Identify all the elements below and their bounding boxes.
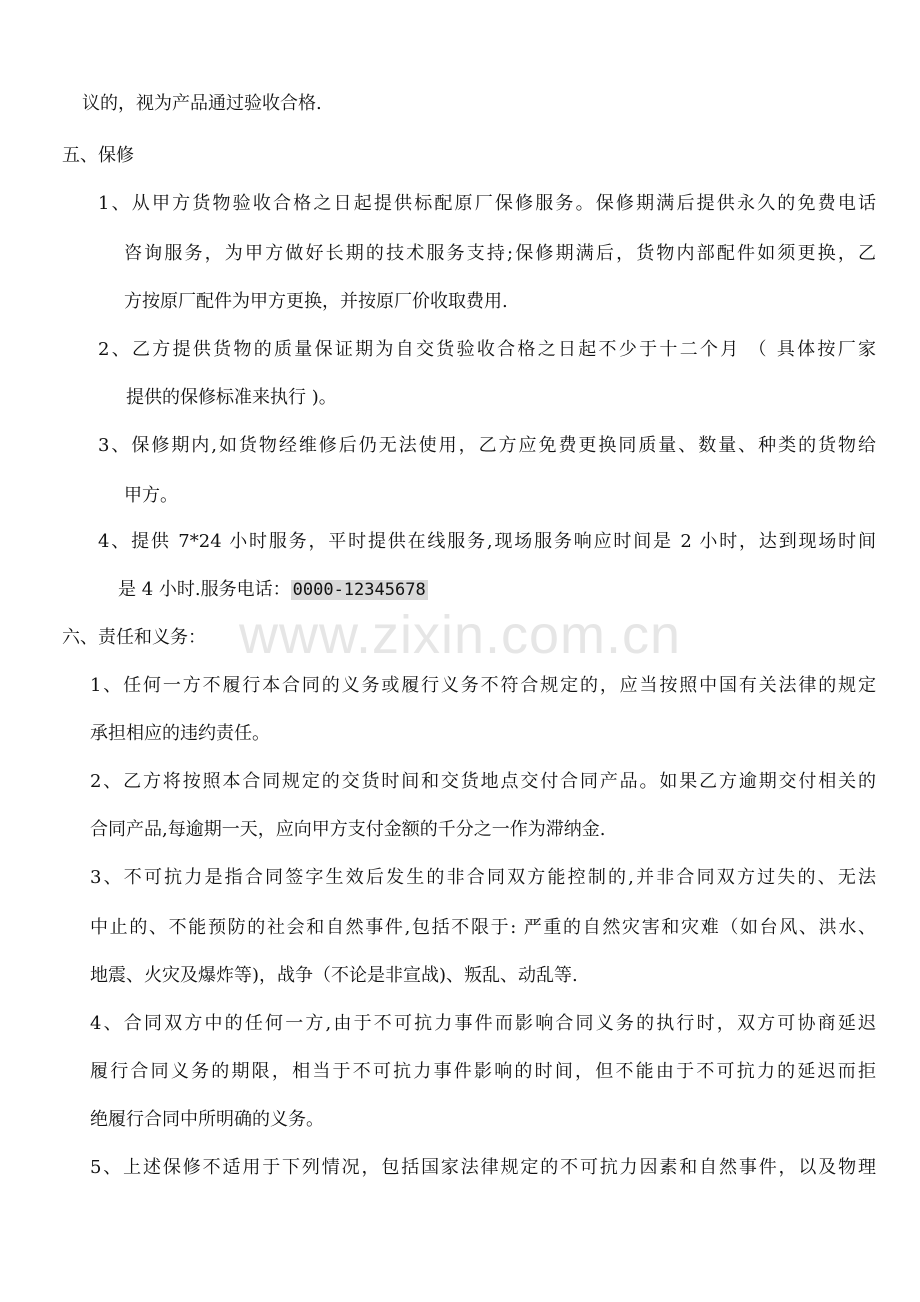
text-line: 方按原厂配件为甲方更换，并按原厂价收取费用.: [124, 291, 508, 312]
text-line: 咨询服务，为甲方做好长期的技术服务支持;保修期满后，货物内部配件如须更换，乙: [124, 243, 876, 264]
text-line: 1、从甲方货物验收合格之日起提供标配原厂保修服务。保修期满后提供永久的免费电话: [98, 193, 876, 214]
watermark-text: www.zixin.com.cn: [238, 605, 682, 665]
text-line: 4、合同双方中的任何一方,由于不可抗力事件而影响合同义务的执行时，双方可协商延迟: [90, 1013, 876, 1034]
text-line: 绝履行合同中所明确的义务。: [90, 1109, 324, 1130]
service-phone-number: 0000-12345678: [292, 580, 426, 600]
text-line: 合同产品,每逾期一天，应向甲方支付金额的千分之一作为滞纳金.: [90, 819, 606, 840]
text-line: 3、不可抗力是指合同签字生效后发生的非合同双方能控制的,并非合同双方过失的、无法: [90, 867, 876, 888]
text-line: 承担相应的违约责任。: [90, 723, 270, 744]
section-heading-responsibility: 六、责任和义务：: [62, 627, 206, 648]
text-line: 地震、火灾及爆炸等)，战争（不论是非宣战)、叛乱、动乱等.: [90, 965, 578, 986]
text-line: 中止的、不能预防的社会和自然事件,包括不限于: 严重的自然灾害和灾难（如台风、洪水、: [90, 917, 876, 938]
text-line: 履行合同义务的期限，相当于不可抗力事件影响的时间，但不能由于不可抗力的延迟而拒: [90, 1061, 876, 1082]
text-line: 4、提供 7*24 小时服务，平时提供在线服务,现场服务响应时间是 2 小时，达到现场时间: [98, 531, 876, 552]
text-line: 5、上述保修不适用于下列情况，包括国家法律规定的不可抗力因素和自然事件，以及物理: [90, 1157, 876, 1178]
text-line: 2、乙方将按照本合同规定的交货时间和交货地点交付合同产品。如果乙方逾期交付相关的: [90, 771, 876, 792]
text-line: 2、乙方提供货物的质量保证期为自交货验收合格之日起不少于十二个月 （ 具体按厂家: [98, 339, 876, 360]
text-line: 议的，视为产品通过验收合格.: [82, 93, 322, 114]
text-line: [118, 577, 428, 603]
section-heading-warranty: 五、保修: [62, 145, 134, 166]
service-label: 是 4 小时.服务电话：: [118, 579, 291, 600]
text-line: 甲方。: [124, 485, 178, 506]
text-line: 3、保修期内,如货物经维修后仍无法使用，乙方应免费更换同质量、数量、种类的货物给: [98, 435, 876, 456]
text-line: 提供的保修标准来执行 )。: [126, 387, 337, 408]
text-line: 1、任何一方不履行本合同的义务或履行义务不符合规定的，应当按照中国有关法律的规定: [90, 675, 876, 696]
